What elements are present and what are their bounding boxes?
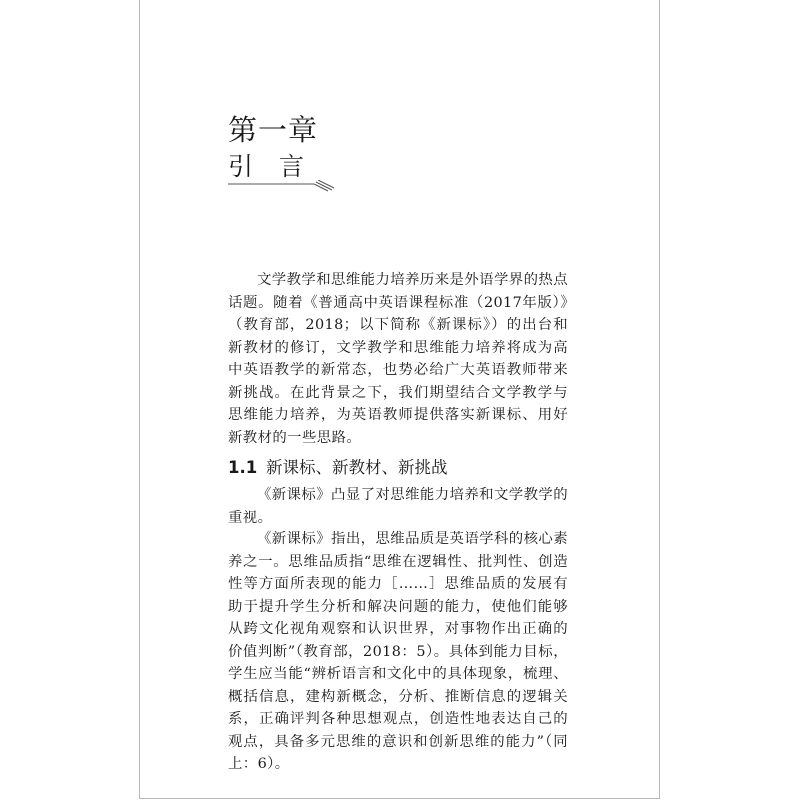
section-paragraph-1: 《新课标》凸显了对思维能力培养和文学教学的重视。 [228, 487, 568, 526]
section-number: 1.1 [228, 458, 258, 477]
chapter-title: 第一章 [228, 113, 319, 147]
chapter-section-name: 引言 [228, 152, 331, 181]
section-title: 新课标、新教材、新挑战 [266, 458, 448, 477]
title-ornament [226, 180, 336, 194]
section-paragraph-2: 《新课标》指出，思维品质是英语学科的核心素养之一。思维品质指“思维在逻辑性、批判性、创造性等方面所表现的能力［……］思维品质的发展有助于提升学生分析和解决问题的能力，使他们能够从跨文化视角观察和认识世界，对事物作出正确的价值判断”（教育部，2018：5）。具体到能力目标，学生应当能“辨析语言和文化中的具体现象，梳理、概括信息，建构新概念，分析、推断信息的逻辑关系，正确评判各种思想观点，创造性地表达自己的观点，具备多元思维的意识和创新思维的能力”（同上：6）。 [228, 531, 568, 772]
intro-paragraph: 文学教学和思维能力培养历来是外语学界的热点话题。随着《普通高中英语课程标准（2017年版）》（教育部，2018；以下简称《新课标》）的出台和新教材的修订，文学教学和思维能力培养将成为高中英语教学的新常态，也势必给广大英语教师带来新挑战。在此背景之下，我们期望结合文学教学与思维能力培养，为英语教师提供落实新课标、用好新教材的一些思路。 [228, 272, 568, 446]
section-heading [228, 457, 448, 479]
